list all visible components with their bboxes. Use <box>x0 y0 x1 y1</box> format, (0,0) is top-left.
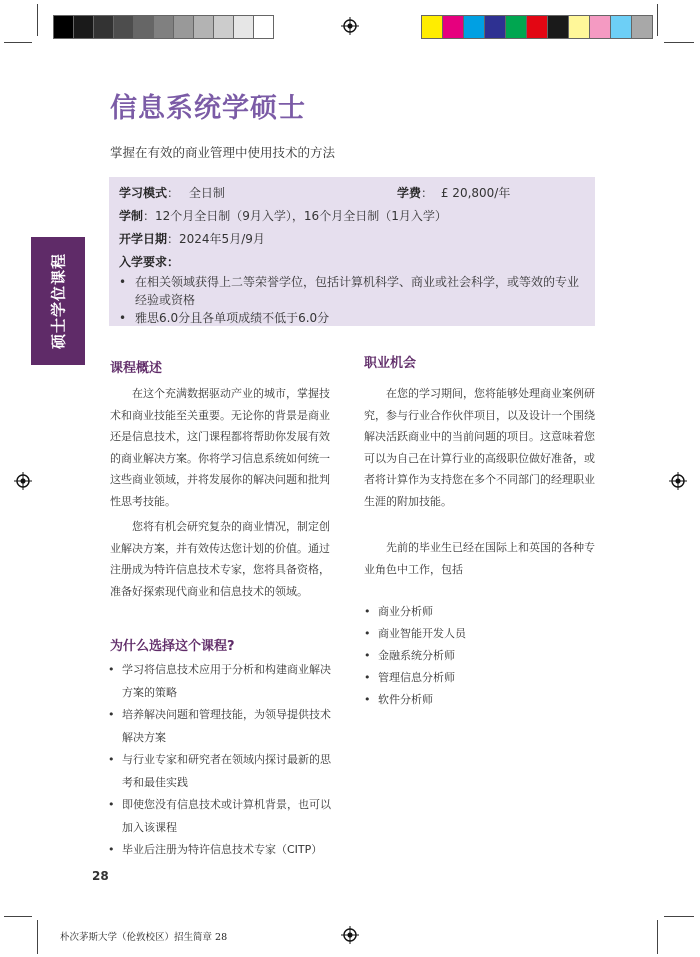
gray-swatch <box>133 15 154 39</box>
color-swatch <box>610 15 632 39</box>
start-date-row <box>119 230 265 247</box>
career-role-item: • 商业分析师 <box>364 601 466 623</box>
gray-swatch <box>93 15 114 39</box>
crop-mark <box>657 920 658 954</box>
why-item: • 毕业后注册为特许信息技术专家（CITP） <box>108 839 340 862</box>
study-mode-value: 全日制 <box>188 186 225 200</box>
why-list <box>108 659 340 862</box>
start-date-label: 开学日期 <box>119 232 168 246</box>
overview-paragraph: 在这个充满数据驱动产业的城市，掌握技术和商业技能至关重要。无论你的背景是商业还是信息技术，这门课程都将帮助你发展有效的商业解决方案。你将学习信息系统如何统一这些商业领域，并将发展你的解决问题和批判性思考技能。 <box>110 387 330 508</box>
print-footer: 朴次茅斯大学（伦敦校区）招生简章 28 <box>60 932 228 943</box>
why-item: • 培养解决问题和管理技能，为领导提供技术解决方案 <box>108 704 340 749</box>
duration-row <box>119 207 447 224</box>
study-mode-label: 学习模式 <box>119 186 168 200</box>
study-mode-row <box>119 184 225 201</box>
color-swatch <box>421 15 443 39</box>
requirement-item: • 雅思6.0分且各单项成绩不低于6.0分 <box>119 309 589 327</box>
registration-mark-top <box>341 17 359 35</box>
why-item: • 学习将信息技术应用于分析和构建商业解决方案的策略 <box>108 659 340 704</box>
side-section-tab <box>31 237 85 365</box>
tuition-label: 学费 <box>397 186 422 200</box>
color-calibration-bar <box>422 15 653 39</box>
gray-swatch <box>113 15 134 39</box>
crop-mark <box>664 916 694 917</box>
career-role-item: • 软件分析师 <box>364 689 466 711</box>
side-tab-label: 硕士学位课程 <box>49 252 68 350</box>
gray-swatch <box>233 15 254 39</box>
tuition-value: £ 20,800/年 <box>440 186 511 200</box>
grayscale-calibration-bar <box>54 15 274 39</box>
color-swatch <box>547 15 569 39</box>
gray-swatch <box>253 15 274 39</box>
registration-mark-right <box>669 472 687 490</box>
start-date-value: ：2024年5月/9月 <box>167 232 265 246</box>
requirements-heading: 入学要求： <box>119 255 180 269</box>
color-swatch <box>526 15 548 39</box>
career-roles-list <box>364 601 466 711</box>
study-mode-colon: ： <box>167 186 180 200</box>
duration-label: 学制 <box>119 209 144 223</box>
registration-mark-left <box>14 472 32 490</box>
color-swatch <box>505 15 527 39</box>
crop-mark <box>657 4 658 36</box>
career-role-item: • 管理信息分析师 <box>364 667 466 689</box>
gray-swatch <box>213 15 234 39</box>
crop-mark <box>37 920 38 954</box>
crop-mark <box>4 42 32 43</box>
color-swatch <box>589 15 611 39</box>
crop-mark <box>4 916 32 917</box>
requirements-list <box>119 273 589 327</box>
color-swatch <box>484 15 506 39</box>
gray-swatch <box>153 15 174 39</box>
why-item: • 即使您没有信息技术或计算机背景，也可以加入该课程 <box>108 794 340 839</box>
why-item: • 与行业专家和研究者在领域内探讨最新的思考和最佳实践 <box>108 749 340 794</box>
career-role-item: • 商业智能开发人员 <box>364 623 466 645</box>
color-swatch <box>442 15 464 39</box>
career-heading: 职业机会 <box>364 356 417 371</box>
overview-paragraph: 您将有机会研究复杂的商业情况，制定创业解决方案，并有效传达您计划的价值。通过注册成为特许信息技术专家，您将具备资格，准备好探索现代商业和信息技术的领域。 <box>110 520 330 598</box>
career-role-item: • 金融系统分析师 <box>364 645 466 667</box>
program-info-box <box>109 177 595 326</box>
duration-value: ：12个月全日制（9月入学），16个月全日制（1月入学） <box>143 209 447 223</box>
why-heading: 为什么选择这个课程? <box>110 639 235 654</box>
crop-mark <box>664 42 694 43</box>
overview-heading: 课程概述 <box>110 361 163 376</box>
tuition-colon: ： <box>421 186 434 200</box>
color-swatch <box>568 15 590 39</box>
career-paragraph: 先前的毕业生已经在国际上和英国的各种专业角色中工作，包括 <box>364 541 595 576</box>
crop-mark <box>37 4 38 36</box>
tuition-row <box>397 184 510 201</box>
registration-mark-bottom <box>341 926 359 944</box>
page-number: 28 <box>92 869 109 883</box>
color-swatch <box>463 15 485 39</box>
gray-swatch <box>53 15 74 39</box>
gray-swatch <box>193 15 214 39</box>
requirement-item: • 在相关领域获得上二等荣誉学位，包括计算机科学、商业或社会科学，或等效的专业经验或资格 <box>119 273 589 309</box>
page-subtitle: 掌握在有效的商业管理中使用技术的方法 <box>110 145 336 160</box>
page-title: 信息系统学硕士 <box>110 93 306 124</box>
color-swatch <box>631 15 653 39</box>
career-paragraph: 在您的学习期间，您将能够处理商业案例研究，参与行业合作伙伴项目，以及设计一个围绕解决活跃商业中的当前问题的项目。这意味着您可以为自己在计算行业的高级职位做好准备，或者将计算作为支持您在多个不同部门的经理职业生涯的附加技能。 <box>364 387 595 508</box>
gray-swatch <box>73 15 94 39</box>
gray-swatch <box>173 15 194 39</box>
